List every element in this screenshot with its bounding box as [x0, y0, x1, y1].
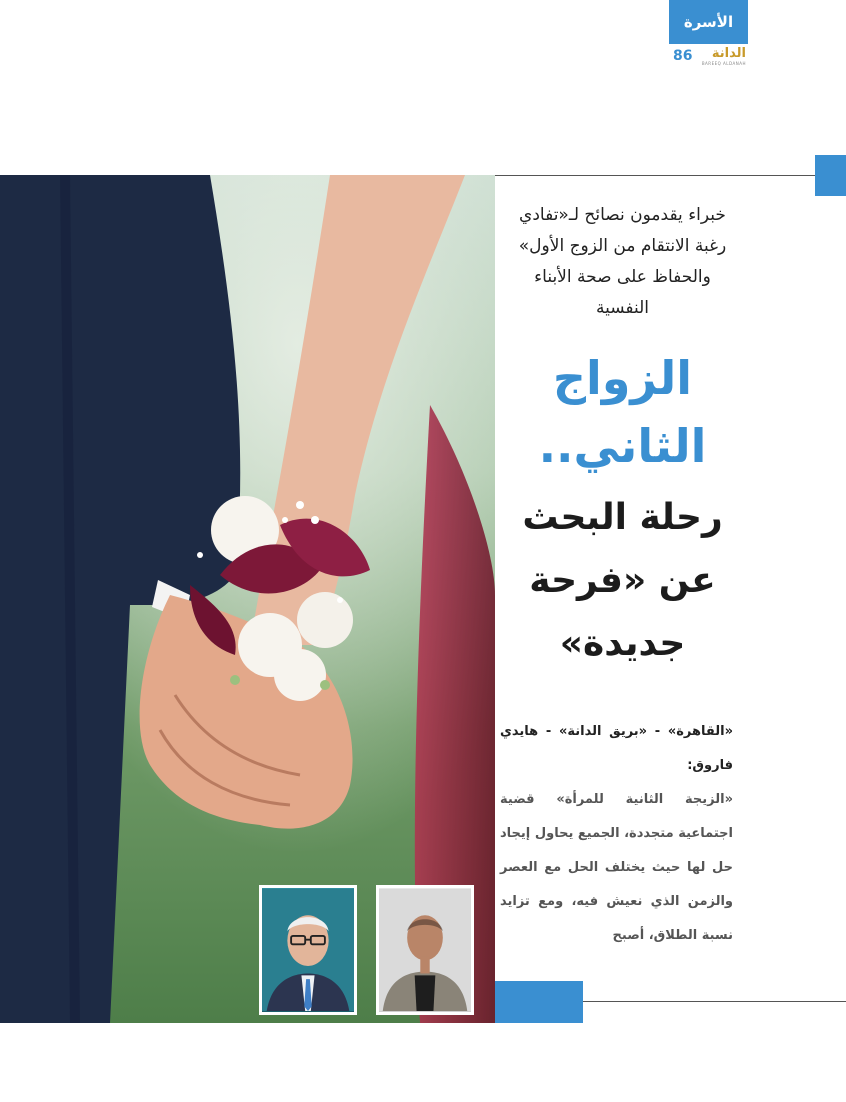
section-tab: [669, 0, 748, 44]
page-info: [669, 46, 748, 66]
article-title: [510, 344, 735, 480]
expert-photo-left: [259, 885, 357, 1015]
section-label: الأسرة: [683, 13, 734, 31]
subtitle-line: عن «فرحة: [529, 560, 716, 601]
top-accent-block: [815, 155, 846, 196]
title-line: الثاني..: [538, 419, 707, 473]
page-number: 86: [673, 48, 693, 64]
subtitle-line: جديدة»: [559, 623, 686, 664]
bottom-accent-block: [495, 981, 583, 1023]
brand-logo-word: الدانة: [711, 45, 746, 61]
article-subtitle: [510, 486, 735, 675]
bottom-rule: [583, 1001, 846, 1002]
subtitle-line: رحلة البحث: [522, 497, 723, 538]
brand-logo: [702, 47, 748, 66]
top-rule: [495, 175, 815, 176]
title-line: الزواج: [552, 351, 693, 405]
portrait-right-illustration: [379, 888, 471, 1012]
brand-logo-subtitle: BAREEQ ALDANAH: [701, 60, 746, 66]
article-subhead: خبراء يقدمون نصائح لـ«تفادي رغبة الانتقام من الزوج الأول» والحفاظ على صحة الأبناء النفسية: [518, 205, 727, 318]
headline-column: [510, 200, 735, 675]
expert-photo-right: [376, 885, 474, 1015]
portrait-left-illustration: [262, 888, 354, 1012]
article-body: «الزيجة الثانية للمرأة» قضية اجتماعية متجددة، الجميع يحاول إيجاد حل لها حيث يختلف الحل مع العصر والزمن الذي نعيش فيه، ومع تزايد نسبة الطلاق، أصبح: [500, 792, 733, 943]
article-byline: «القاهرة» - «بريق الدانة» - هايدي فاروق:: [500, 724, 733, 773]
